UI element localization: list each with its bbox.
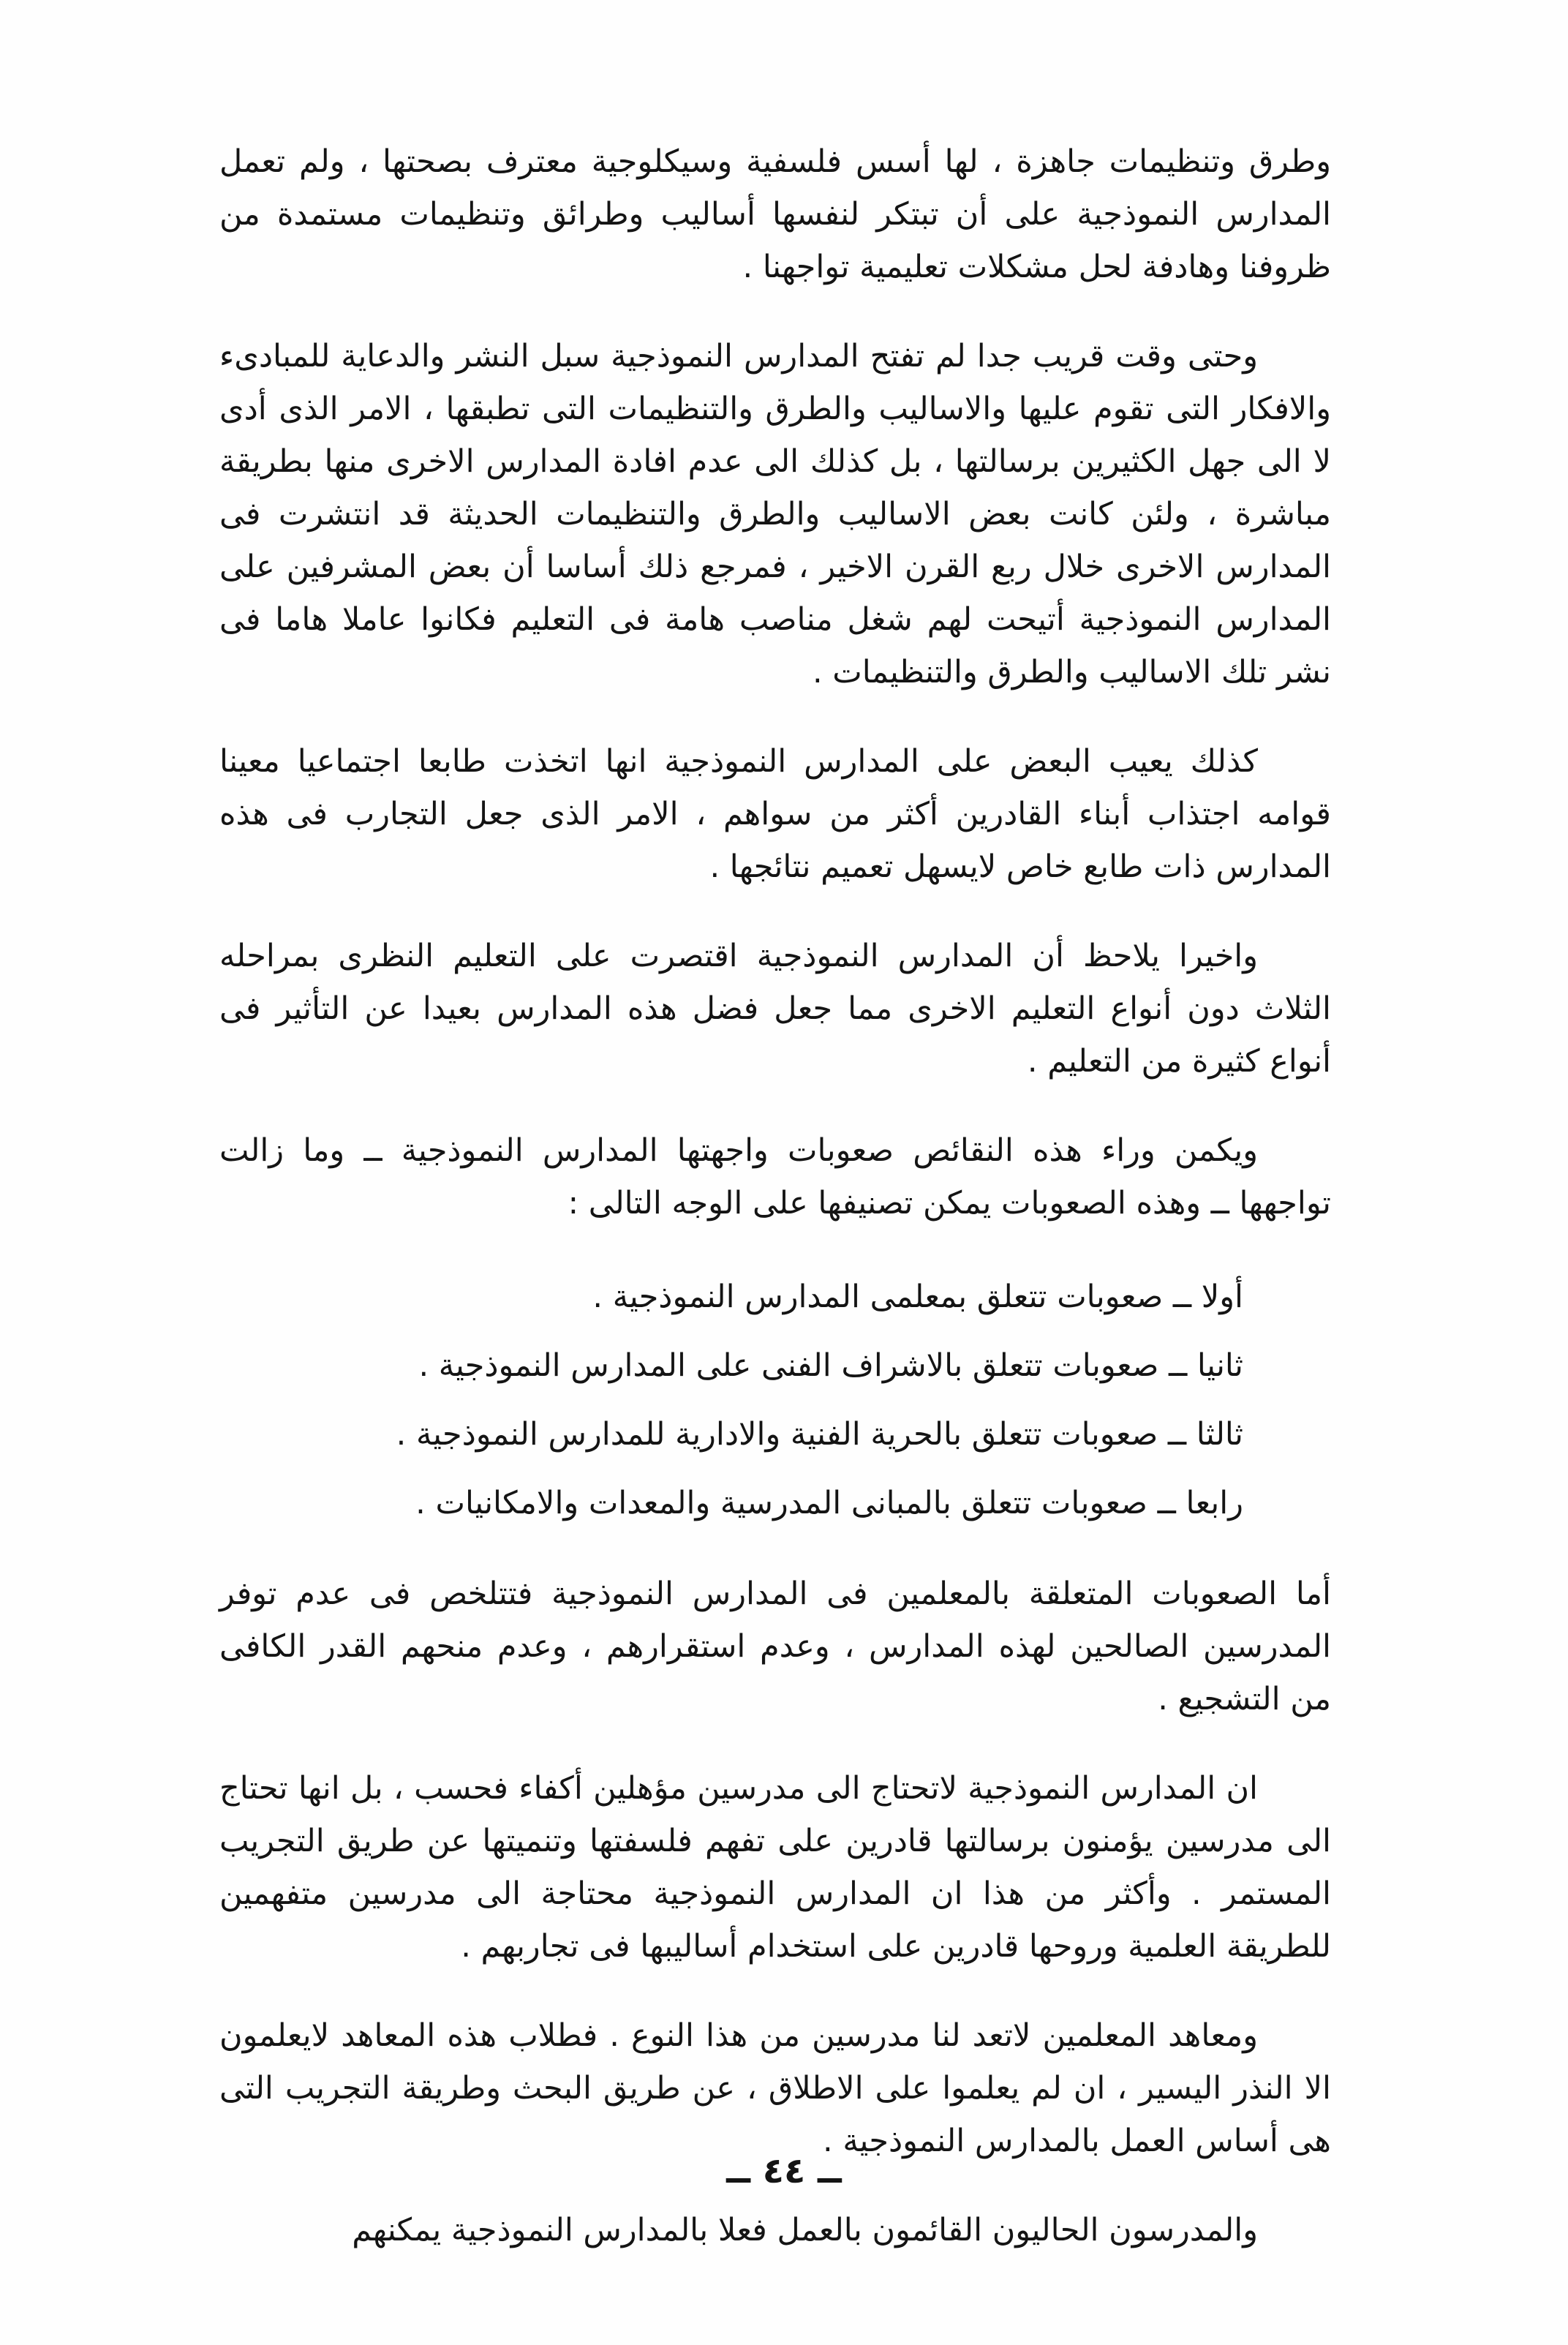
paragraph-5: ويكمن وراء هذه النقائص صعوبات واجهتها المدارس النموذجية ــ وما زالت تواجهها ــ وهذه الصعوبات يمكن تصنيفها على الوجه التالى : bbox=[219, 1132, 1331, 1222]
paragraph-7: ان المدارس النموذجية لاتحتاج الى مدرسين مؤهلين أكفاء فحسب ، بل انها تحتاج الى مدرسين يؤمنون برسالتها قادرين على تفهم فلسفتها وتنميتها عن طريق التجريب المستمر . وأكثر من هذا ان المدارس النموذجية محتاجة الى مدرسين متفهمين للطريقة العلمية وروحها قادرين على استخدام أساليبها فى تجاربهم . bbox=[219, 1770, 1331, 1965]
paragraph-3: كذلك يعيب البعض على المدارس النموذجية انها اتخذت طابعا اجتماعيا معينا قوامه اجتذاب أبناء القادرين أكثر من سواهم ، الامر الذى جعل التجارب فى هذه المدارس ذات طابع خاص لايسهل تعميم نتائجها . bbox=[219, 743, 1331, 885]
paragraph-2: وحتى وقت قريب جدا لم تفتح المدارس النموذجية سبل النشر والدعاية للمبادىء والافكار التى تقوم عليها والاساليب والطرق والتنظيمات التى تطبقها ، الامر الذى أدى لا الى جهل الكثيرين برسالتها ، بل كذلك الى عدم افادة المدارس الاخرى منها بطريقة مباشرة ، ولئن كانت بعض الاساليب والطرق والتنظيمات الحديثة قد انتشرت فى المدارس الاخرى خلال ربع القرن الاخير ، فمرجع ذلك أساسا أن بعض المشرفين على المدارس النموذجية أتيحت لهم شغل مناصب هامة فى التعليم فكانوا عاملا هاما فى نشر تلك الاساليب والطرق والتنظيمات . bbox=[219, 338, 1331, 690]
paragraph-1: وطرق وتنظيمات جاهزة ، لها أسس فلسفية وسيكلوجية معترف بصحتها ، ولم تعمل المدارس النموذجية على أن تبتكر لنفسها أساليب وطرائق وتنظيمات مستمدة من ظروفنا وهادفة لحل مشكلات تعليمية تواجهنا . bbox=[219, 143, 1331, 285]
list-item-2: ثانيا ــ صعوبات تتعلق بالاشراف الفنى على المدارس النموذجية . bbox=[418, 1347, 1243, 1384]
document-body bbox=[219, 135, 1331, 2293]
paragraph-4: واخيرا يلاحظ أن المدارس النموذجية اقتصرت على التعليم النظرى بمراحله الثلاث دون أنواع التعليم الاخرى مما جعل فضل هذه المدارس بعيدا عن التأثير فى أنواع كثيرة من التعليم . bbox=[219, 938, 1331, 1080]
list-item-3: ثالثا ــ صعوبات تتعلق بالحرية الفنية والادارية للمدارس النموذجية . bbox=[396, 1416, 1243, 1453]
difficulties-list bbox=[219, 1266, 1331, 1534]
paragraph-8: ومعاهد المعلمين لاتعد لنا مدرسين من هذا النوع . فطلاب هذه المعاهد لايعلمون الا النذر اليسير ، ان لم يعلموا على الاطلاق ، عن طريق البحث وطريقة التجريب التى هى أساس العمل بالمدارس النموذجية . bbox=[219, 2017, 1331, 2159]
paragraph-9: والمدرسون الحاليون القائمون بالعمل فعلا بالمدارس النموذجية يمكنهم bbox=[352, 2212, 1258, 2248]
list-item-1: أولا ــ صعوبات تتعلق بمعلمى المدارس النموذجية . bbox=[592, 1279, 1243, 1315]
page-number: ــ ٤٤ ــ bbox=[726, 2150, 842, 2191]
list-item-4: رابعا ــ صعوبات تتعلق بالمبانى المدرسية والمعدات والامكانيات . bbox=[415, 1485, 1243, 1521]
paragraph-6: أما الصعوبات المتعلقة بالمعلمين فى المدارس النموذجية فتتلخص فى عدم توفر المدرسين الصالحين لهذه المدارس ، وعدم استقرارهم ، وعدم منحهم القدر الكافى من التشجيع . bbox=[219, 1576, 1331, 1717]
